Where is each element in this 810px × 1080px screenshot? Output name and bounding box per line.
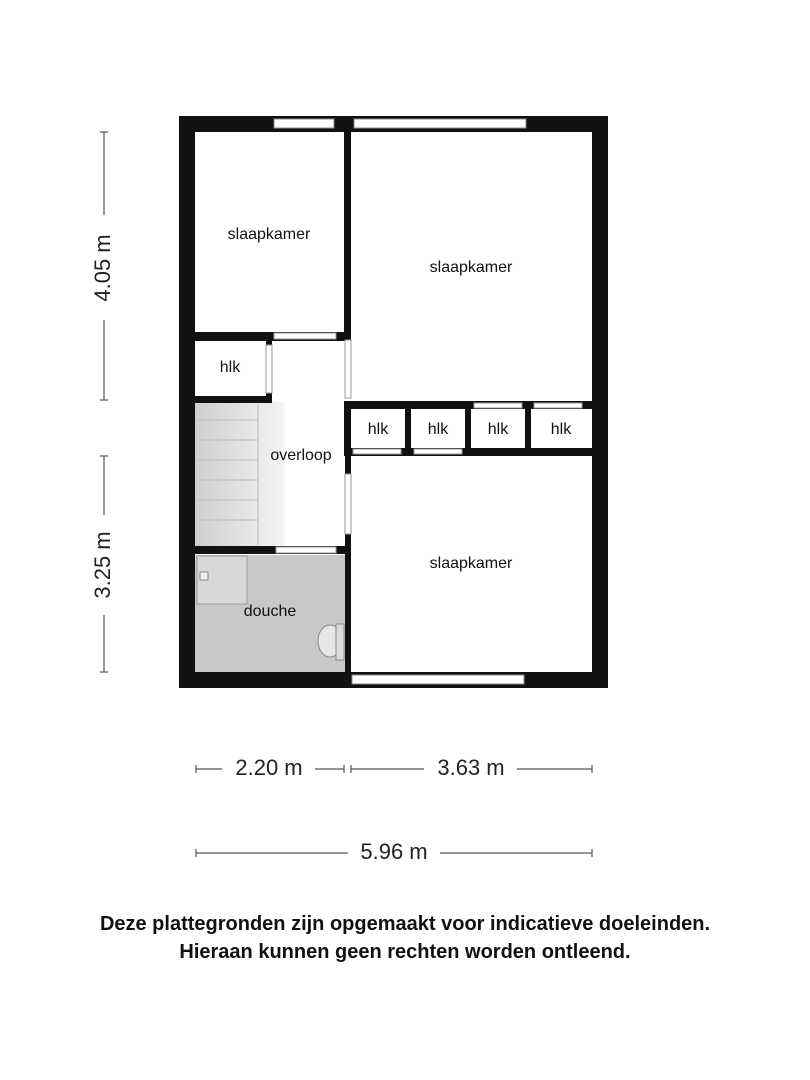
room-label-closet-2: hlk <box>367 421 389 439</box>
window-bottom <box>352 675 524 684</box>
wall-closet1-bottom <box>179 396 271 403</box>
door-closet4 <box>474 403 522 408</box>
dimension-label-left-bottom: 3.25 m <box>89 531 115 599</box>
wall-closets-left <box>344 401 351 456</box>
window-top-left <box>274 119 334 128</box>
staircase <box>195 402 285 547</box>
dimension-label-bottom-total: 5.96 m <box>360 838 428 864</box>
door-bedroom3 <box>345 474 351 534</box>
dimension-bottom-right <box>351 755 592 780</box>
shower-tray-icon <box>197 556 247 604</box>
wall-closet-divider-1 <box>405 401 411 456</box>
room-label-shower: douche <box>243 603 297 621</box>
room-label-closet-3: hlk <box>427 421 449 439</box>
dimension-bottom-left <box>196 755 344 780</box>
disclaimer-line-1: Deze plattegronden zijn opgemaakt voor indicatieve doeleinden. <box>99 913 711 935</box>
window-top-right <box>354 119 526 128</box>
room-label-landing: overloop <box>270 447 332 465</box>
dimension-bottom-total <box>196 839 592 864</box>
room-label-bedroom-bottom-right: slaapkamer <box>429 555 513 573</box>
door-closet2 <box>353 449 401 454</box>
room-label-closet-4: hlk <box>487 421 509 439</box>
dimension-left-bottom <box>90 456 115 672</box>
wall-interior-vertical-top <box>344 116 351 341</box>
dimension-label-bottom-left: 2.20 m <box>235 754 303 780</box>
door-landing-top <box>345 340 351 398</box>
dimension-label-bottom-right: 3.63 m <box>437 754 505 780</box>
dimension-left-top <box>90 132 115 400</box>
room-label-bedroom-top-right: slaapkamer <box>429 259 513 277</box>
door-closet1 <box>266 345 272 393</box>
door-shower <box>276 547 336 553</box>
wall-closet-divider-2 <box>465 401 471 456</box>
door-closet3 <box>414 449 462 454</box>
room-label-closet-1: hlk <box>219 359 241 377</box>
door-closet5 <box>534 403 582 408</box>
dimension-label-left-top: 4.05 m <box>89 234 115 302</box>
disclaimer-line-2: Hieraan kunnen geen rechten worden ontleend. <box>179 941 631 963</box>
wall-closet-divider-3 <box>525 401 531 456</box>
room-label-bedroom-top-left: slaapkamer <box>227 226 311 244</box>
door-bedroom1 <box>274 333 336 339</box>
room-label-closet-5: hlk <box>550 421 572 439</box>
